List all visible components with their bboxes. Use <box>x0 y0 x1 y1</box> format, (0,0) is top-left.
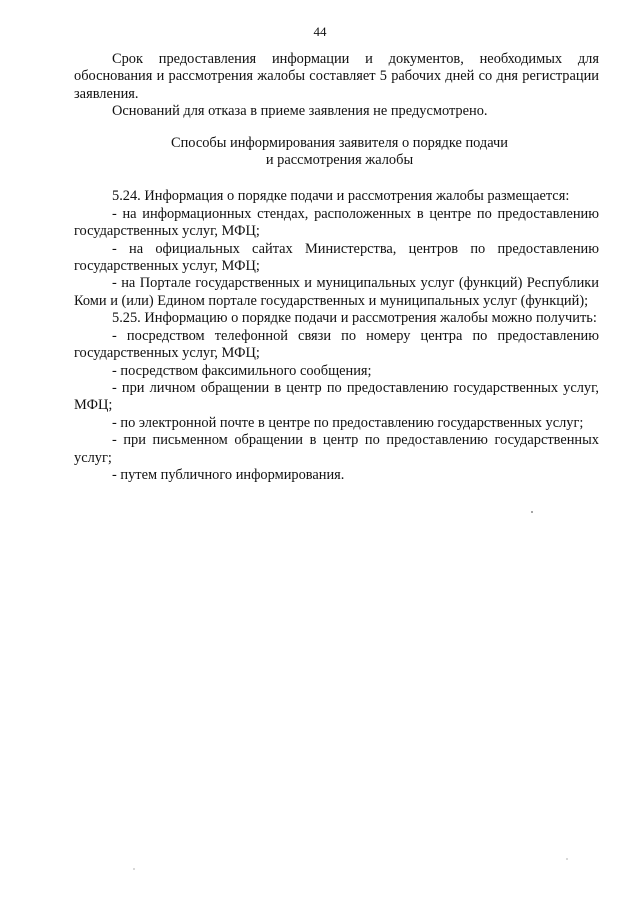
list-item-official-sites: - на официальных сайтах Министерства, центров по предоставлению государственных услуг, МФЦ; <box>74 240 599 275</box>
list-item-email: - по электронной почте в центре по предоставлению государственных услуг; <box>112 414 584 431</box>
page-number: 44 <box>313 24 327 39</box>
list-item-public-informing: - путем публичного информирования. <box>112 466 345 483</box>
paragraph-5-24: 5.24. Информация о порядке подачи и рассмотрения жалобы размещается: <box>112 188 570 205</box>
section-heading-line-2: и рассмотрения жалобы <box>265 152 414 169</box>
list-item-info-stands: - на информационных стендах, расположенных в центре по предоставлению государственных услуг, МФЦ; <box>74 205 599 240</box>
scan-speck <box>566 858 568 860</box>
paragraph-5-25: 5.25. Информацию о порядке подачи и рассмотрения жалобы можно получить: <box>112 310 597 327</box>
list-item-portal: - на Портале государственных и муниципальных услуг (функций) Республики Коми и (или) Едином портале государственных и муниципальных услуг (функций); <box>74 275 599 309</box>
scan-speck <box>531 511 533 513</box>
document-body <box>74 51 599 484</box>
paragraph-review-period: Срок предоставления информации и документов, необходимых для обоснования и рассмотрения жалобы составляет 5 рабочих дней со дня регистрации заявления. <box>74 51 599 102</box>
section-heading-line-1: Способы информирования заявителя о порядке подачи <box>171 134 508 151</box>
list-item-written-request: - при письменном обращении в центр по предоставлению государственных услуг; <box>74 432 599 466</box>
scan-speck <box>133 868 135 870</box>
paragraph-no-refusal-grounds: Оснований для отказа в приеме заявления не предусмотрено. <box>112 103 488 120</box>
list-item-phone: - посредством телефонной связи по номеру центра по предоставлению государственных услуг, МФЦ; <box>74 327 599 362</box>
list-item-fax: - посредством факсимильного сообщения; <box>112 362 372 379</box>
list-item-personal-visit: - при личном обращении в центр по предоставлению государственных услуг, МФЦ; <box>74 379 599 414</box>
